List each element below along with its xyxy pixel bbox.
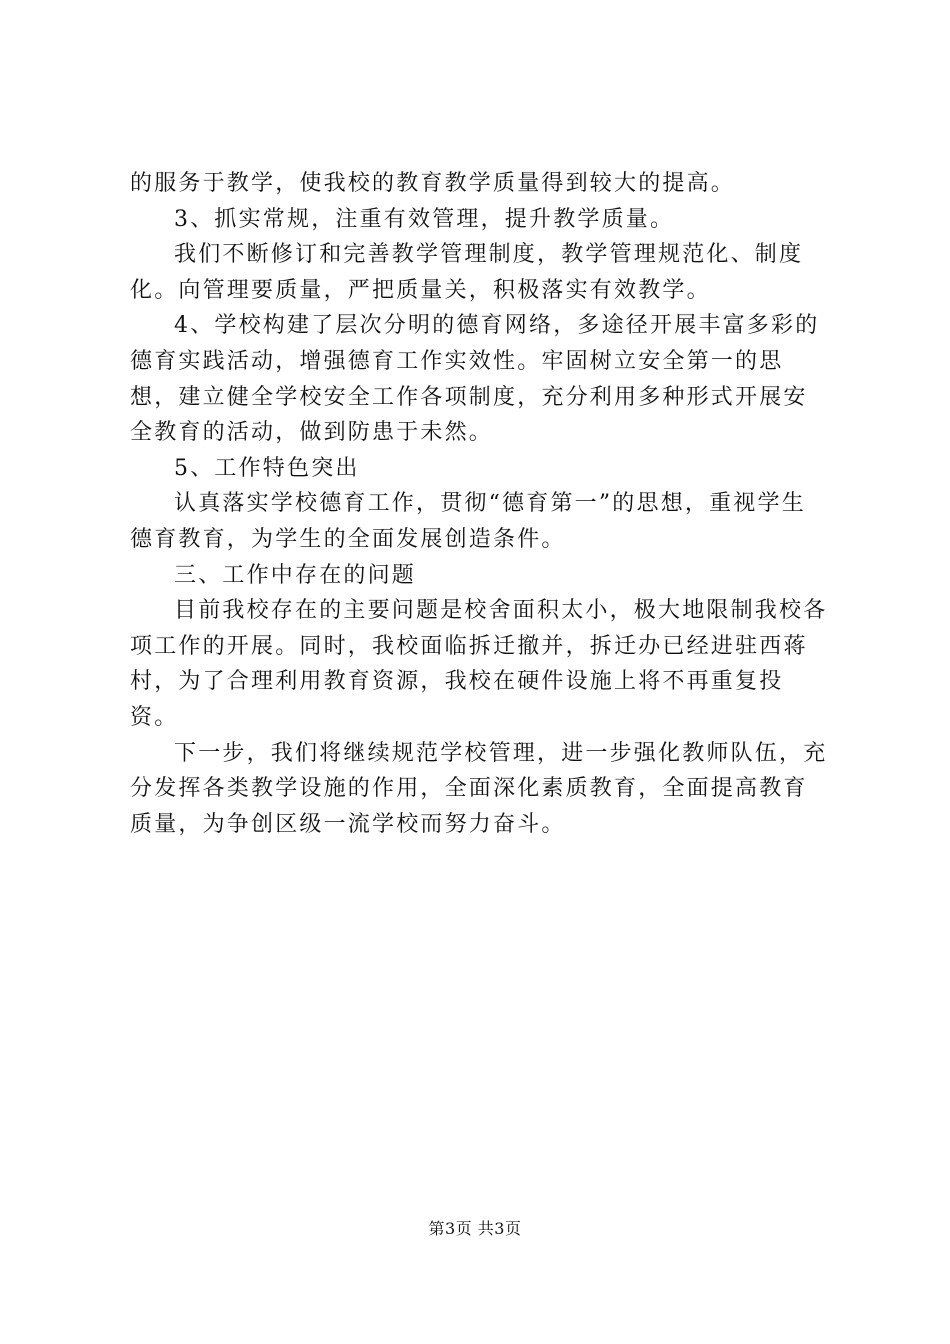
page-footer xyxy=(0,1216,950,1239)
paragraph-moral-education: 认真落实学校德育工作，贯彻“德育第一”的思想，重视学生德育教育，为学生的全面发展创造条件。 xyxy=(130,491,806,552)
paragraph-problems: 目前我校存在的主要问题是校舍面积太小，极大地限制我校各项工作的开展。同时，我校面临拆迁撤并，拆迁办已经进驻西蒋村，为了合理利用教育资源，我校在硬件设施上将不再重复投资。 xyxy=(130,598,828,730)
heading-item-5: 5、工作特色突出 xyxy=(174,455,360,481)
heading-section-3: 三、工作中存在的问题 xyxy=(174,562,417,588)
page-number: 第3页 共3页 xyxy=(428,1219,522,1238)
paragraph-item-4: 4、学校构建了层次分明的德育网络，多途径开展丰富多彩的德育实践活动，增强德育工作实效性。牢固树立安全第一的思想，建立健全学校安全工作各项制度，充分利用多种形式开展安全教育的活动，做到防患于未然。 xyxy=(130,313,820,446)
heading-item-3: 3、抓实常规，注重有效管理，提升教学质量。 xyxy=(174,206,675,232)
paragraph-continuation: 的服务于教学，使我校的教育教学质量得到较大的提高。 xyxy=(130,171,736,196)
paragraph-management: 我们不断修订和完善教学管理制度，教学管理规范化、制度化。向管理要质量，严把质量关，积极落实有效教学。 xyxy=(130,242,804,303)
paragraph-next-steps: 下一步，我们将继续规范学校管理，进一步强化教师队伍，充分发挥各类教学设施的作用，全面深化素质教育，全面提高教育质量，为争创区级一流学校而努力奋斗。 xyxy=(130,740,828,837)
document-body xyxy=(130,166,830,842)
